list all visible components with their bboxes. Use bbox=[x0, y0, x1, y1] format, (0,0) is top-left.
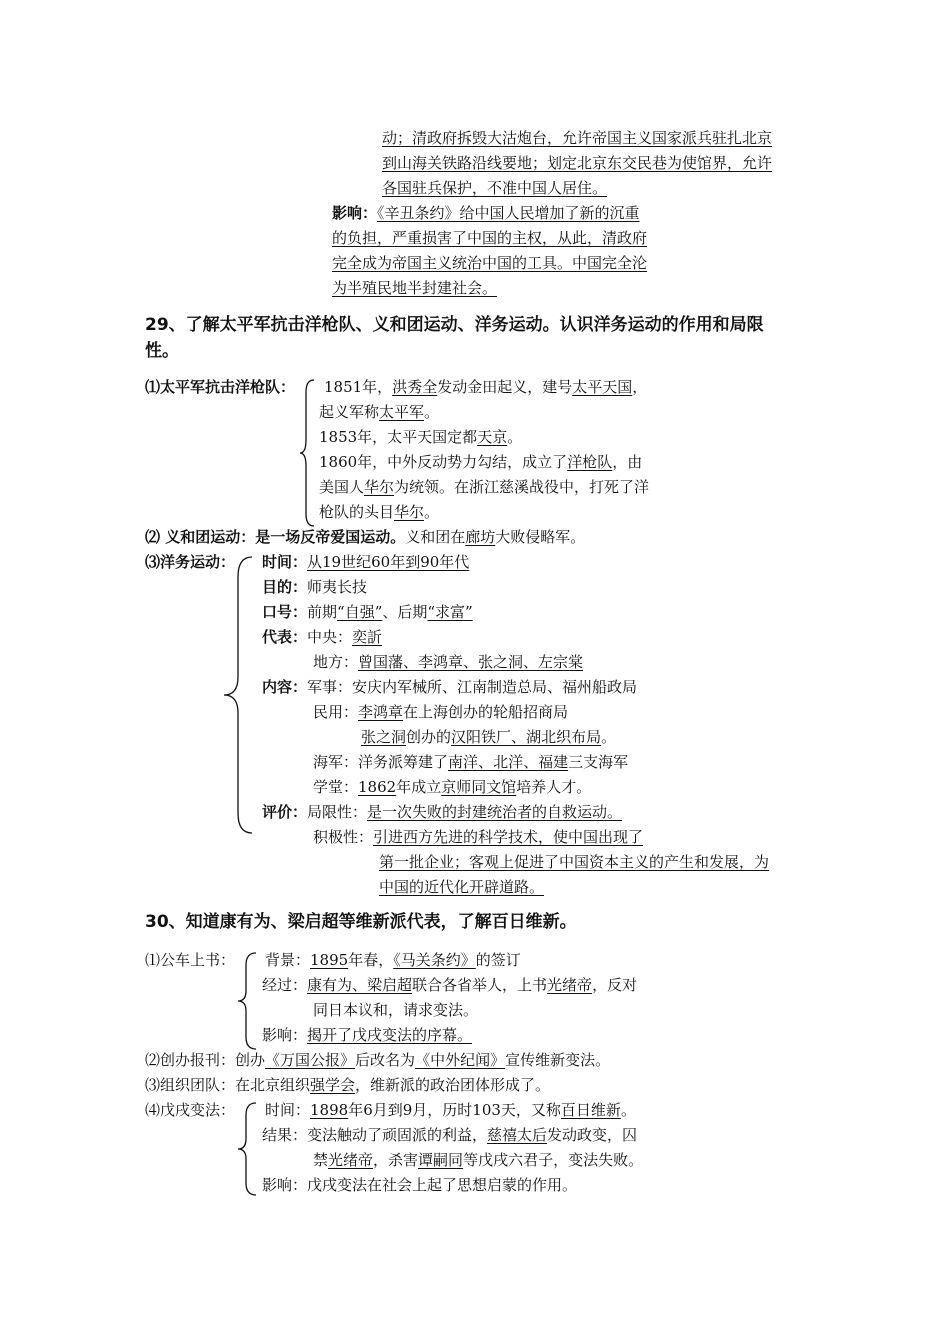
treaty-text-line: 各国驻兵保护，不准中国人居住。 bbox=[382, 179, 608, 197]
taiping-line: 1860年，中外反动势力勾结，成立了洋枪队，由 bbox=[319, 453, 643, 471]
process-line-2: 同日本议和，请求变法。 bbox=[313, 1001, 479, 1019]
process-line: 经过：康有为、梁启超联合各省举人，上书光绪帝，反对 bbox=[262, 976, 638, 994]
impact-label: 影响： bbox=[332, 204, 378, 222]
wuxu-result-line: 结果：变法触动了顽固派的利益，慈禧太后发动政变，囚 bbox=[262, 1126, 638, 1144]
taiping-label: ⑴太平军抗击洋枪队： bbox=[145, 378, 296, 396]
navy-line: 海军：洋务派筹建了南洋、北洋、福建三支海军 bbox=[313, 753, 629, 771]
impact-text: 《辛丑条约》给中国人民增加了新的沉重 bbox=[377, 204, 640, 222]
newspaper-line: ⑵创办报刊：创办《万国公报》后改名为《中外纪闻》宣传维新变法。 bbox=[145, 1051, 611, 1069]
taiping-line: 起义军称太平军。 bbox=[319, 403, 440, 421]
slogan-line: 口号：前期“自强”、后期“求富” bbox=[262, 603, 473, 621]
westernization-label: ⑶洋务运动： bbox=[145, 553, 236, 571]
taiping-line: 美国人华尔为统领。在浙江慈溪战役中，打死了洋 bbox=[319, 478, 650, 496]
wuxu-brace bbox=[236, 1101, 260, 1197]
section-29-heading: 29、了解太平军抗击洋枪队、义和团运动、洋务运动。认识洋务运动的作用和局限 bbox=[145, 315, 764, 335]
impact-text-line: 为半殖民地半封建社会。 bbox=[332, 279, 498, 297]
limitation-line: 评价：局限性：是一次失败的封建统治者的自救运动。 bbox=[262, 803, 623, 821]
westernization-brace bbox=[222, 555, 256, 837]
impact-line bbox=[332, 203, 640, 223]
wuxu-time-line: 时间：1898年6月到9月，历时103天，又称百日维新。 bbox=[265, 1101, 636, 1119]
background-line: 背景：1895年春，《马关条约》的签订 bbox=[265, 951, 521, 969]
wuxu-label: ⑷戊戌变法： bbox=[145, 1101, 236, 1119]
positive-line: 积极性：引进西方先进的科学技术，使中国出现了 bbox=[313, 828, 644, 846]
civil-line: 民用：李鸿章在上海创办的轮船招商局 bbox=[313, 703, 569, 721]
school-line: 学堂：1862年成立京师同文馆培养人才。 bbox=[313, 778, 592, 796]
wuxu-impact-line: 影响：戊戌变法在社会上起了思想启蒙的作用。 bbox=[262, 1176, 578, 1194]
time-line: 时间：从19世纪60年到90年代 bbox=[262, 553, 470, 571]
treaty-text-line: 动；清政府拆毁大沽炮台，允许帝国主义国家派兵驻扎北京 bbox=[382, 129, 773, 147]
organization-line: ⑶组织团队：在北京组织强学会，维新派的政治团体形成了。 bbox=[145, 1076, 551, 1094]
wuxu-result-line-2: 禁光绪帝，杀害谭嗣同等戊戌六君子，变法失败。 bbox=[313, 1151, 644, 1169]
representatives-line: 代表：中央：奕訢 bbox=[262, 628, 383, 646]
section-30-heading: 30、知道康有为、梁启超等维新派代表，了解百日维新。 bbox=[145, 912, 577, 932]
taiping-line: 1851年，洪秀全发动金田起义，建号太平天国， bbox=[324, 378, 648, 396]
taiping-line: 枪队的头目华尔。 bbox=[319, 503, 440, 521]
impact-text-line: 的负担，严重损害了中国的主权，从此，清政府 bbox=[332, 229, 648, 247]
taiping-brace bbox=[298, 378, 318, 528]
positive-line-2: 第一批企业；客观上促进了中国资本主义的产生和发展，为 bbox=[379, 853, 770, 871]
gongche-label: ⑴公车上书： bbox=[145, 951, 236, 969]
taiping-line: 1853年，太平天国定都天京。 bbox=[319, 428, 523, 446]
local-reps-line: 地方：曾国藩、李鸿章、张之洞、左宗棠 bbox=[313, 653, 584, 671]
section-29-heading-cont: 性。 bbox=[145, 341, 179, 361]
treaty-text-line: 到山海关铁路沿线要地；划定北京东交民巷为使馆界，允许 bbox=[382, 154, 773, 172]
gongche-brace bbox=[236, 951, 260, 1051]
purpose-line: 目的：师夷长技 bbox=[262, 578, 368, 596]
military-line: 内容：军事：安庆内军械所、江南制造总局、福州船政局 bbox=[262, 678, 638, 696]
civil-line-2: 张之洞创办的汉阳铁厂、湖北织布局。 bbox=[361, 728, 617, 746]
boxer-line: ⑵ 义和团运动：是一场反帝爱国运动。义和团在廊坊大败侵略军。 bbox=[145, 528, 586, 546]
gongche-impact-line: 影响：揭开了戊戌变法的序幕。 bbox=[262, 1026, 473, 1044]
impact-text-line: 完全成为帝国主义统治中国的工具。中国完全沦 bbox=[332, 254, 648, 272]
positive-line-3: 中国的近代化开辟道路。 bbox=[379, 878, 545, 896]
